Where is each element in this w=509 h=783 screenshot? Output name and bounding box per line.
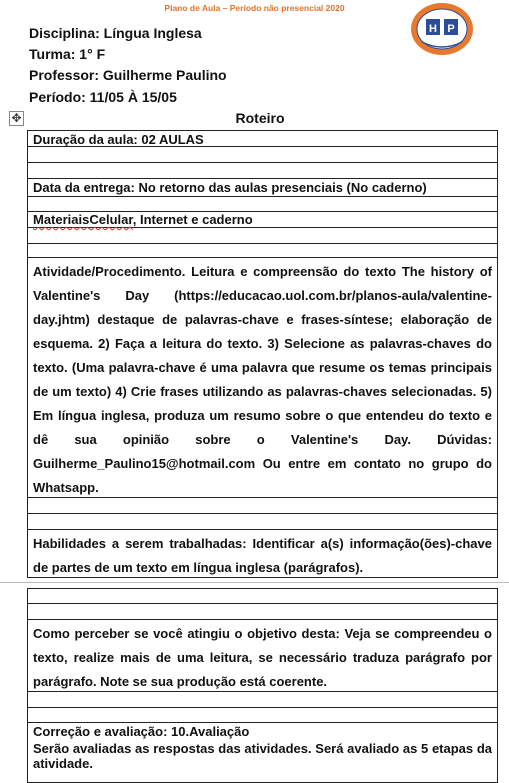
correcao-title: Correção e avaliação: 10.Avaliação	[33, 724, 250, 739]
svg-text:P: P	[447, 23, 455, 35]
empty-row	[27, 147, 498, 163]
empty-row	[27, 708, 498, 723]
empty-row	[27, 692, 498, 708]
empty-row	[27, 244, 498, 258]
entrega-row	[27, 179, 498, 197]
duracao-text: Duração da aula: 02 AULAS	[33, 132, 204, 147]
correcao-row	[27, 723, 498, 783]
roteiro-heading: Roteiro	[235, 110, 285, 126]
materiais-label: Materiais	[33, 212, 90, 227]
como-perceber-row	[27, 620, 498, 692]
empty-row	[27, 514, 498, 530]
atividade-row	[27, 258, 498, 498]
table-move-handle-icon[interactable]: ✥	[9, 111, 24, 126]
entrega-text: Data da entrega: No retorno das aulas presenciais (No caderno)	[33, 180, 427, 195]
empty-row	[27, 163, 498, 179]
materiais-celular: Celular	[89, 212, 133, 227]
habilidades-text: Habilidades a serem trabalhadas: Identificar a(s) informação(ões)-chave de partes de um texto em língua inglesa (parágrafos).	[33, 536, 492, 575]
periodo-label: Período: 11/05 À 15/05	[29, 89, 177, 105]
turma-label: Turma: 1° F	[29, 46, 106, 62]
materiais-rest: , Internet e caderno	[132, 212, 253, 227]
empty-row	[27, 228, 498, 244]
atividade-text: Atividade/Procedimento. Leitura e compreensão do texto The history of Valentine's Day (https://educacao.uol.com.br/planos-aula/valentine-day.jhtm) destaque de palavras-chave e frases-síntese; elaboração de esquema. 2) Faça a leitura do texto. 3) Selecione as palavras-chaves do texto. (Uma palavra-chave é uma palavra que resume os temas principais de um texto) 4) Crie frases utilizando as palavras-chaves selecionadas. 5) Em língua inglesa, produza um resumo sobre o que entendeu do texto e dê sua opinião sobre o Valentine's Day. Dúvidas: Guilherme_Paulino15@hotmail.com Ou entre em contato no grupo do Whatsapp.	[33, 264, 492, 495]
disciplina-label: Disciplina: Língua Inglesa	[29, 25, 202, 41]
habilidades-row	[27, 530, 498, 578]
empty-row	[27, 588, 498, 604]
duracao-row	[27, 130, 498, 147]
school-logo	[410, 2, 474, 56]
materiais-text	[28, 212, 497, 229]
professor-label: Professor: Guilherme Paulino	[29, 67, 227, 83]
correcao-body: Serão avaliadas as respostas das atividades. Será avaliado as 5 etapas da atividade.	[33, 741, 492, 771]
materiais-row	[27, 212, 498, 228]
empty-row	[27, 197, 498, 212]
empty-row	[27, 604, 498, 620]
svg-text:H: H	[429, 23, 437, 35]
como-perceber-text: Como perceber se você atingiu o objetivo desta: Veja se compreendeu o texto, realize mais de uma leitura, se necessário traduza parágrafo por parágrafo. Note se sua produção está coerente.	[33, 626, 492, 689]
empty-row	[27, 498, 498, 514]
page-header-title: Plano de Aula – Período não presencial 2020	[164, 3, 345, 13]
